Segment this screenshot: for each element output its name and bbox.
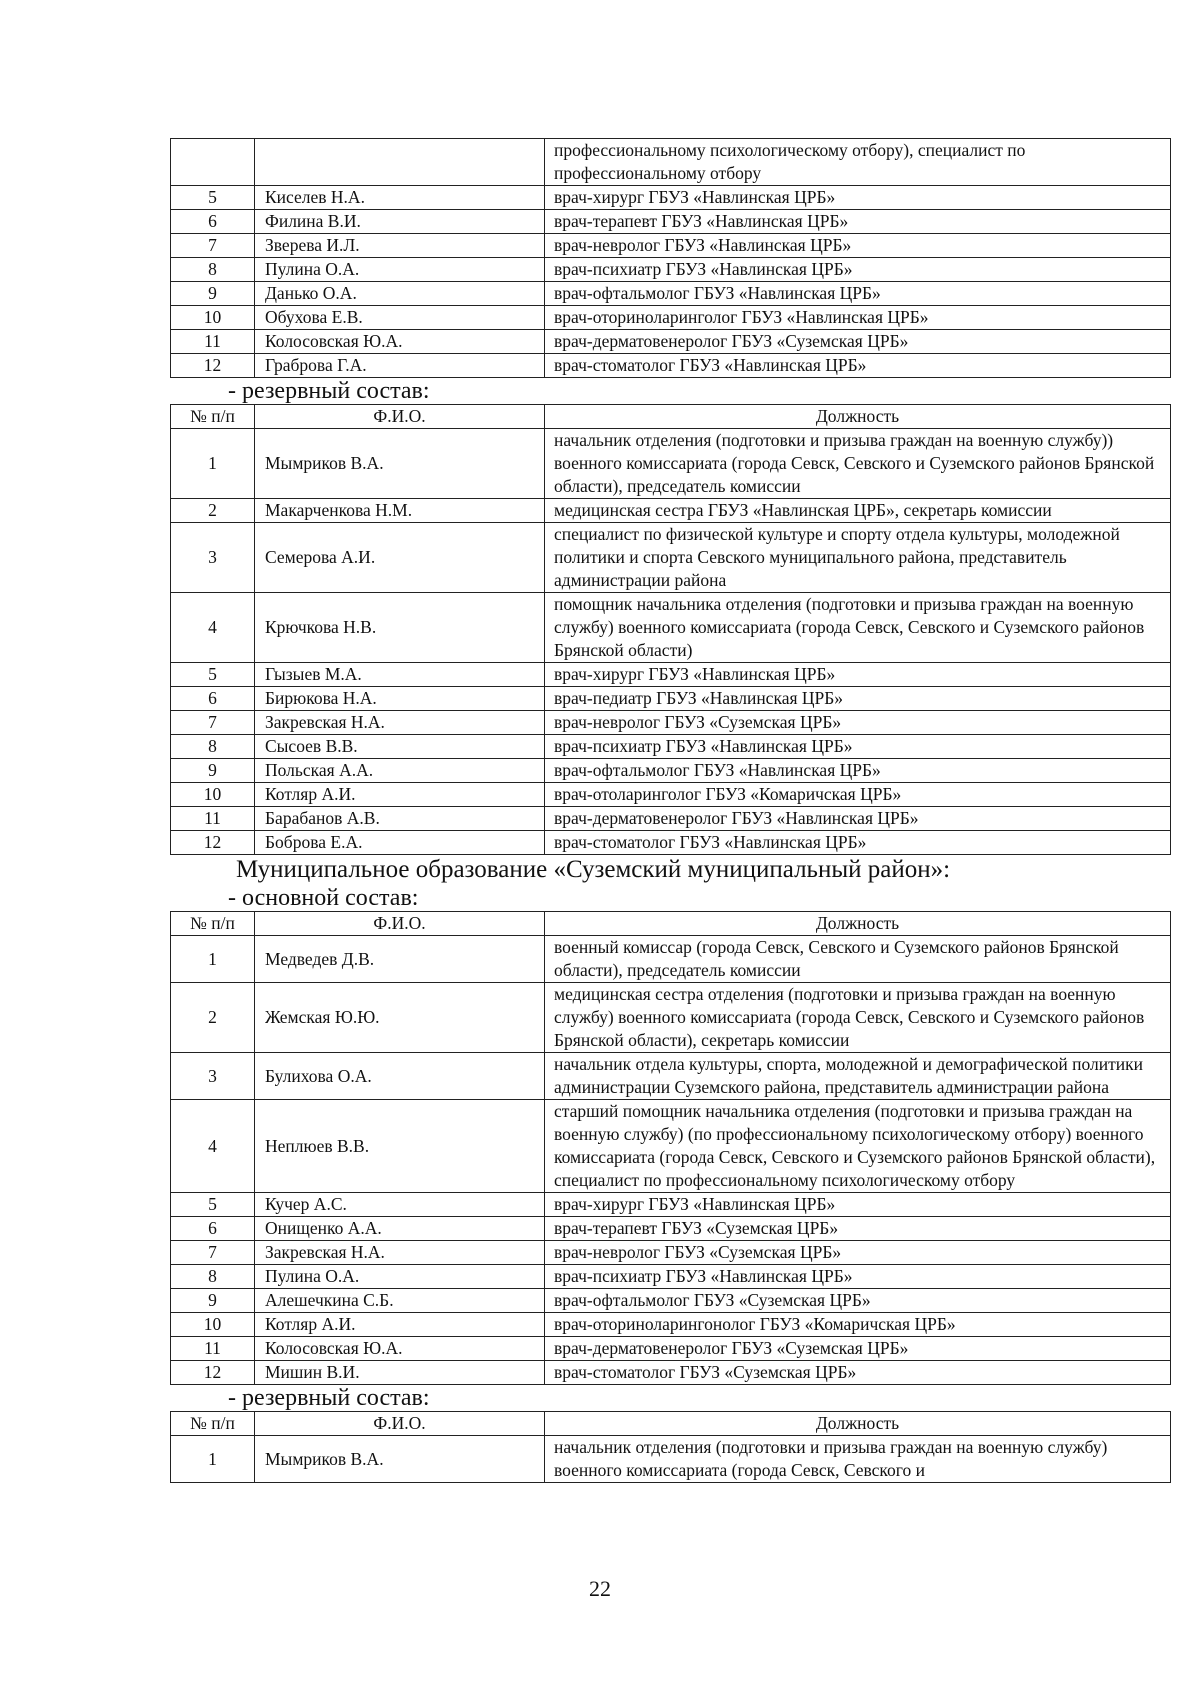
cell-name: Кучер А.С. bbox=[255, 1193, 545, 1217]
cell-name: Мишин В.И. bbox=[255, 1361, 545, 1385]
cell-num: 8 bbox=[171, 1265, 255, 1289]
cell-name: Закревская Н.А. bbox=[255, 1241, 545, 1265]
section-heading-reserve-1: - резервный состав: bbox=[228, 378, 430, 404]
cell-num: 10 bbox=[171, 306, 255, 330]
table-row bbox=[171, 831, 1171, 855]
cell-name: Булихова О.А. bbox=[255, 1053, 545, 1100]
cell-position: врач-отоларинголог ГБУЗ «Комаричская ЦРБ» bbox=[545, 783, 1171, 807]
cell-num: 9 bbox=[171, 1289, 255, 1313]
cell-num: 3 bbox=[171, 523, 255, 593]
cell-num: 1 bbox=[171, 936, 255, 983]
table-row bbox=[171, 330, 1171, 354]
cell-num: 6 bbox=[171, 210, 255, 234]
cell-num bbox=[171, 139, 255, 186]
cell-num: 7 bbox=[171, 234, 255, 258]
cell-name: Семерова А.И. bbox=[255, 523, 545, 593]
cell-position: врач-стоматолог ГБУЗ «Навлинская ЦРБ» bbox=[545, 354, 1171, 378]
table-row bbox=[171, 593, 1171, 663]
cell-position: врач-терапевт ГБУЗ «Суземская ЦРБ» bbox=[545, 1217, 1171, 1241]
table-row bbox=[171, 711, 1171, 735]
cell-name: Барабанов А.В. bbox=[255, 807, 545, 831]
table-row bbox=[171, 186, 1171, 210]
cell-name: Мымриков В.А. bbox=[255, 429, 545, 499]
table-row bbox=[171, 1313, 1171, 1337]
cell-position: врач-невролог ГБУЗ «Навлинская ЦРБ» bbox=[545, 234, 1171, 258]
table-row bbox=[171, 1337, 1171, 1361]
cell-position: врач-дерматовенеролог ГБУЗ «Суземская ЦРБ» bbox=[545, 1337, 1171, 1361]
table-main-2 bbox=[170, 911, 1171, 1385]
table-row bbox=[171, 1361, 1171, 1385]
cell-position: врач-стоматолог ГБУЗ «Суземская ЦРБ» bbox=[545, 1361, 1171, 1385]
cell-name: Закревская Н.А. bbox=[255, 711, 545, 735]
cell-position: врач-оториноларинголог ГБУЗ «Навлинская ЦРБ» bbox=[545, 306, 1171, 330]
table-row bbox=[171, 759, 1171, 783]
cell-position: военный комиссар (города Севск, Севского и Суземского районов Брянской области), председатель комиссии bbox=[545, 936, 1171, 983]
cell-name: Граброва Г.А. bbox=[255, 354, 545, 378]
cell-name: Филина В.И. bbox=[255, 210, 545, 234]
table-row bbox=[171, 429, 1171, 499]
cell-position: врач-хирург ГБУЗ «Навлинская ЦРБ» bbox=[545, 663, 1171, 687]
cell-position: врач-офтальмолог ГБУЗ «Навлинская ЦРБ» bbox=[545, 282, 1171, 306]
cell-name: Данько О.А. bbox=[255, 282, 545, 306]
cell-name: Зверева И.Л. bbox=[255, 234, 545, 258]
table-row bbox=[171, 936, 1171, 983]
cell-num: 2 bbox=[171, 983, 255, 1053]
table-row bbox=[171, 306, 1171, 330]
document-page bbox=[170, 138, 1170, 1483]
cell-name: Жемская Ю.Ю. bbox=[255, 983, 545, 1053]
cell-position: врач-психиатр ГБУЗ «Навлинская ЦРБ» bbox=[545, 1265, 1171, 1289]
header-position: Должность bbox=[545, 912, 1171, 936]
cell-name: Польская А.А. bbox=[255, 759, 545, 783]
cell-num: 3 bbox=[171, 1053, 255, 1100]
cell-num: 11 bbox=[171, 807, 255, 831]
table-row bbox=[171, 1241, 1171, 1265]
table-row bbox=[171, 354, 1171, 378]
cell-num: 5 bbox=[171, 1193, 255, 1217]
table-reserve-1 bbox=[170, 404, 1171, 855]
table-reserve-2 bbox=[170, 1411, 1171, 1483]
cell-position: специалист по физической культуре и спорту отдела культуры, молодежной политики и спорта Севского муниципального района, представитель администрации района bbox=[545, 523, 1171, 593]
cell-num: 10 bbox=[171, 783, 255, 807]
cell-name: Онищенко А.А. bbox=[255, 1217, 545, 1241]
cell-position: медицинская сестра ГБУЗ «Навлинская ЦРБ», секретарь комиссии bbox=[545, 499, 1171, 523]
cell-position: профессиональному психологическому отбору), специалист по профессиональному отбору bbox=[545, 139, 1171, 186]
cell-num: 9 bbox=[171, 282, 255, 306]
table-row bbox=[171, 687, 1171, 711]
cell-position: врач-терапевт ГБУЗ «Навлинская ЦРБ» bbox=[545, 210, 1171, 234]
cell-num: 5 bbox=[171, 663, 255, 687]
cell-name: Неплюев В.В. bbox=[255, 1100, 545, 1193]
table-row bbox=[171, 983, 1171, 1053]
table-header-row bbox=[171, 1412, 1171, 1436]
cell-num: 8 bbox=[171, 735, 255, 759]
header-position: Должность bbox=[545, 405, 1171, 429]
table-row bbox=[171, 1436, 1171, 1483]
cell-position: врач-офтальмолог ГБУЗ «Навлинская ЦРБ» bbox=[545, 759, 1171, 783]
cell-num: 12 bbox=[171, 354, 255, 378]
cell-name: Котляр А.И. bbox=[255, 783, 545, 807]
table-row bbox=[171, 234, 1171, 258]
cell-num: 7 bbox=[171, 1241, 255, 1265]
cell-name: Киселев Н.А. bbox=[255, 186, 545, 210]
cell-name: Котляр А.И. bbox=[255, 1313, 545, 1337]
page-number: 22 bbox=[589, 1576, 611, 1601]
cell-num: 11 bbox=[171, 330, 255, 354]
cell-position: начальник отделения (подготовки и призыва граждан на военную службу) военного комиссариата (города Севск, Севского и bbox=[545, 1436, 1171, 1483]
cell-num: 5 bbox=[171, 186, 255, 210]
cell-num: 2 bbox=[171, 499, 255, 523]
header-num: № п/п bbox=[171, 1412, 255, 1436]
cell-position: врач-офтальмолог ГБУЗ «Суземская ЦРБ» bbox=[545, 1289, 1171, 1313]
cell-position: старший помощник начальника отделения (подготовки и призыва граждан на военную службу) (по профессиональному психологическому отбору) военного комиссариата (города Севск, Севского и Суземского районов Брянской области), специалист по профессиональному психологическому отбору bbox=[545, 1100, 1171, 1193]
cell-name: Крючкова Н.В. bbox=[255, 593, 545, 663]
table-row bbox=[171, 783, 1171, 807]
cell-position: врач-стоматолог ГБУЗ «Навлинская ЦРБ» bbox=[545, 831, 1171, 855]
table-row bbox=[171, 210, 1171, 234]
cell-name: Колосовская Ю.А. bbox=[255, 1337, 545, 1361]
table-row bbox=[171, 807, 1171, 831]
header-name: Ф.И.О. bbox=[255, 912, 545, 936]
table-row bbox=[171, 1053, 1171, 1100]
table-row bbox=[171, 1217, 1171, 1241]
municipality-title: Муниципальное образование «Суземский муниципальный район»: bbox=[236, 856, 951, 883]
cell-name: Пулина О.А. bbox=[255, 258, 545, 282]
cell-num: 9 bbox=[171, 759, 255, 783]
table-row bbox=[171, 1193, 1171, 1217]
cell-num: 12 bbox=[171, 1361, 255, 1385]
cell-num: 12 bbox=[171, 831, 255, 855]
section-heading-reserve-2: - резервный состав: bbox=[228, 1385, 430, 1411]
cell-num: 6 bbox=[171, 687, 255, 711]
cell-position: начальник отдела культуры, спорта, молодежной и демографической политики администрации Суземского района, представитель администрации района bbox=[545, 1053, 1171, 1100]
cell-num: 4 bbox=[171, 1100, 255, 1193]
table-header-row bbox=[171, 405, 1171, 429]
cell-name: Алешечкина С.Б. bbox=[255, 1289, 545, 1313]
cell-name bbox=[255, 139, 545, 186]
table-row bbox=[171, 1289, 1171, 1313]
table-row bbox=[171, 258, 1171, 282]
header-name: Ф.И.О. bbox=[255, 1412, 545, 1436]
table-main1-continued bbox=[170, 138, 1171, 378]
header-num: № п/п bbox=[171, 405, 255, 429]
table-header-row bbox=[171, 912, 1171, 936]
cell-name: Колосовская Ю.А. bbox=[255, 330, 545, 354]
section-heading-main-2: - основной состав: bbox=[228, 885, 419, 911]
cell-name: Мымриков В.А. bbox=[255, 1436, 545, 1483]
cell-position: врач-психиатр ГБУЗ «Навлинская ЦРБ» bbox=[545, 735, 1171, 759]
cell-num: 4 bbox=[171, 593, 255, 663]
cell-position: врач-педиатр ГБУЗ «Навлинская ЦРБ» bbox=[545, 687, 1171, 711]
cell-num: 1 bbox=[171, 1436, 255, 1483]
cell-position: медицинская сестра отделения (подготовки и призыва граждан на военную службу) военного комиссариата (города Севск, Севского и Суземского районов Брянской области), секретарь комиссии bbox=[545, 983, 1171, 1053]
table-row bbox=[171, 735, 1171, 759]
cell-position: врач-невролог ГБУЗ «Суземская ЦРБ» bbox=[545, 1241, 1171, 1265]
cell-num: 1 bbox=[171, 429, 255, 499]
cell-num: 6 bbox=[171, 1217, 255, 1241]
cell-position: врач-психиатр ГБУЗ «Навлинская ЦРБ» bbox=[545, 258, 1171, 282]
cell-name: Обухова Е.В. bbox=[255, 306, 545, 330]
header-num: № п/п bbox=[171, 912, 255, 936]
table-row bbox=[171, 499, 1171, 523]
cell-name: Сысоев В.В. bbox=[255, 735, 545, 759]
cell-name: Гызыев М.А. bbox=[255, 663, 545, 687]
cell-name: Макарченкова Н.М. bbox=[255, 499, 545, 523]
cell-position: врач-невролог ГБУЗ «Суземская ЦРБ» bbox=[545, 711, 1171, 735]
cell-num: 8 bbox=[171, 258, 255, 282]
cell-position: врач-оториноларингонолог ГБУЗ «Комаричская ЦРБ» bbox=[545, 1313, 1171, 1337]
cell-name: Пулина О.А. bbox=[255, 1265, 545, 1289]
cell-position: врач-хирург ГБУЗ «Навлинская ЦРБ» bbox=[545, 1193, 1171, 1217]
table-row bbox=[171, 1265, 1171, 1289]
cell-position: врач-дерматовенеролог ГБУЗ «Суземская ЦРБ» bbox=[545, 330, 1171, 354]
table-row bbox=[171, 282, 1171, 306]
table-row bbox=[171, 139, 1171, 186]
table-row bbox=[171, 1100, 1171, 1193]
cell-name: Боброва Е.А. bbox=[255, 831, 545, 855]
header-name: Ф.И.О. bbox=[255, 405, 545, 429]
cell-position: врач-хирург ГБУЗ «Навлинская ЦРБ» bbox=[545, 186, 1171, 210]
cell-num: 11 bbox=[171, 1337, 255, 1361]
table-row bbox=[171, 663, 1171, 687]
cell-position: начальник отделения (подготовки и призыва граждан на военную службу)) военного комиссариата (города Севск, Севского и Суземского районов Брянской области), председатель комиссии bbox=[545, 429, 1171, 499]
cell-name: Бирюкова Н.А. bbox=[255, 687, 545, 711]
cell-position: помощник начальника отделения (подготовки и призыва граждан на военную службу) военного комиссариата (города Севск, Севского и Суземского районов Брянской области) bbox=[545, 593, 1171, 663]
cell-num: 7 bbox=[171, 711, 255, 735]
cell-name: Медведев Д.В. bbox=[255, 936, 545, 983]
header-position: Должность bbox=[545, 1412, 1171, 1436]
table-row bbox=[171, 523, 1171, 593]
cell-num: 10 bbox=[171, 1313, 255, 1337]
cell-position: врач-дерматовенеролог ГБУЗ «Навлинская ЦРБ» bbox=[545, 807, 1171, 831]
